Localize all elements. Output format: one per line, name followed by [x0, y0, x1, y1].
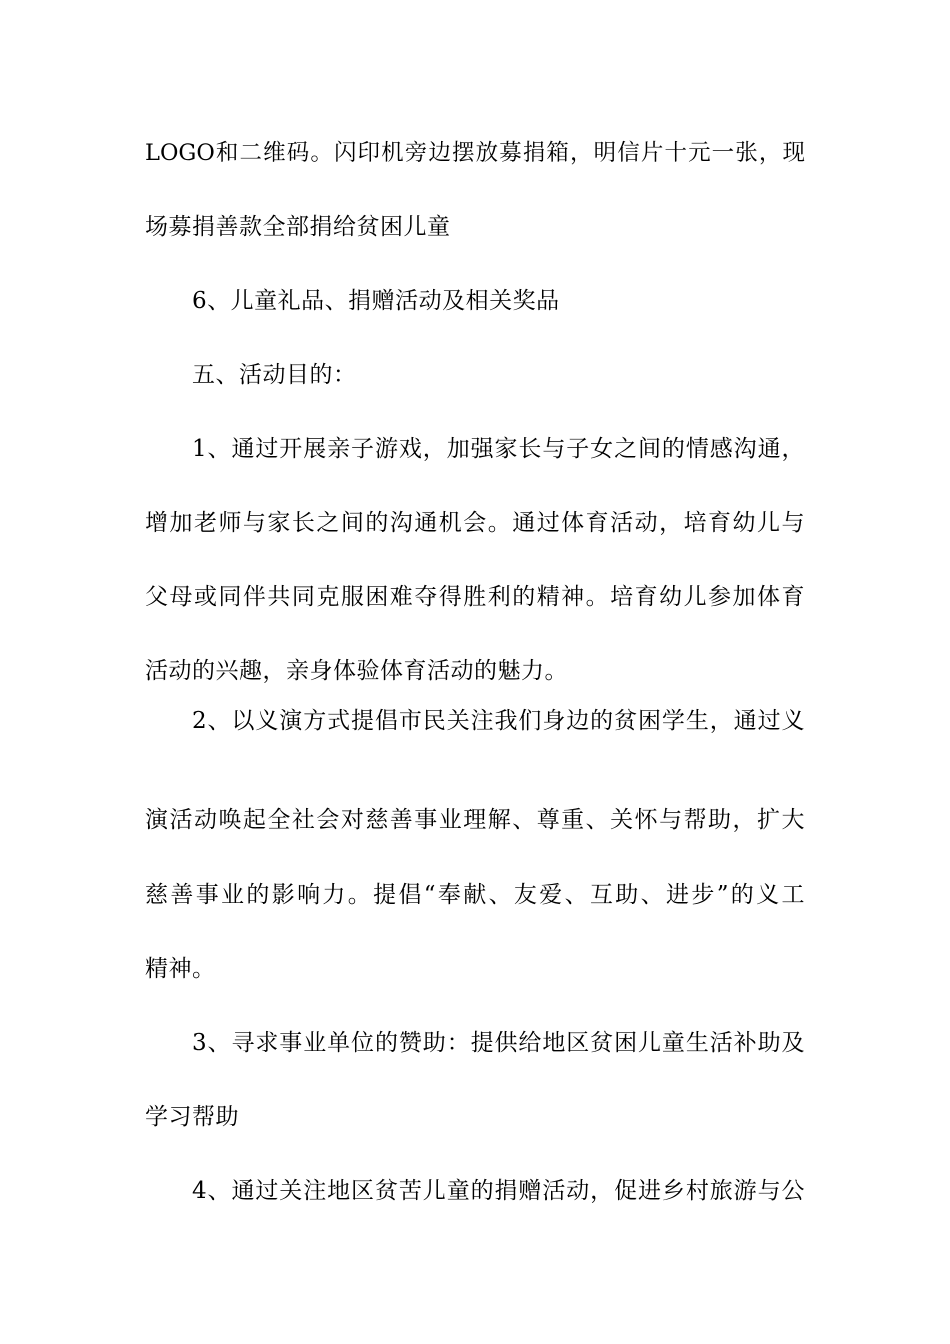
text-line: LOGO和二维码。闪印机旁边摆放募捐箱，明信片十元一张，现	[145, 140, 805, 166]
text-line: 慈善事业的影响力。提倡“奉献、友爱、互助、进步”的义工	[145, 882, 805, 908]
text-line: 1、通过开展亲子游戏，加强家长与子女之间的情感沟通，	[192, 436, 805, 462]
text-line: 演活动唤起全社会对慈善事业理解、尊重、关怀与帮助，扩大	[145, 807, 805, 833]
text-line: 2、以义演方式提倡市民关注我们身边的贫困学生，通过义	[192, 708, 805, 734]
text-line: 父母或同伴共同克服困难夺得胜利的精神。培育幼儿参加体育	[145, 584, 805, 610]
list-item-heading: 6、儿童礼品、捐赠活动及相关奖品	[192, 288, 560, 314]
text-line: 活动的兴趣，亲身体验体育活动的魅力。	[145, 658, 568, 684]
text-line: 增加老师与家长之间的沟通机会。通过体育活动，培育幼儿与	[145, 510, 805, 536]
text-line: 场募捐善款全部捐给贫困儿童	[145, 214, 451, 240]
section-heading: 五、活动目的：	[192, 362, 357, 388]
text-line: 4、通过关注地区贫苦儿童的捐赠活动，促进乡村旅游与公	[192, 1178, 805, 1204]
text-line: 学习帮助	[145, 1104, 239, 1130]
text-line: 精神。	[145, 956, 216, 982]
text-line: 3、寻求事业单位的赞助：提供给地区贫困儿童生活补助及	[192, 1030, 805, 1056]
